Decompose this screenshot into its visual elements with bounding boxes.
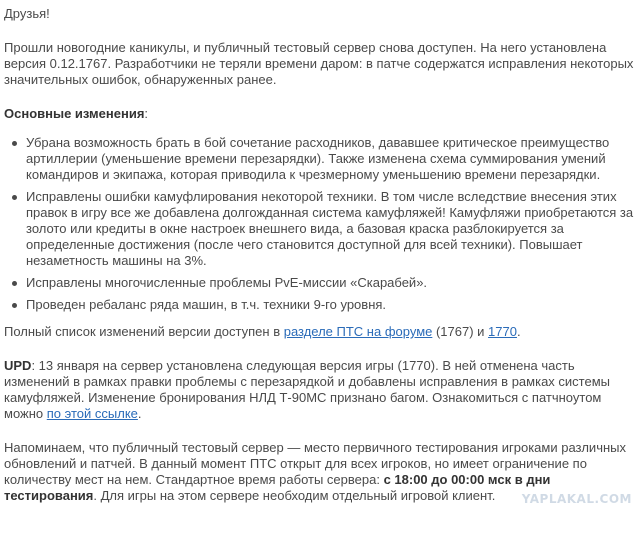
reminder-text: Напоминаем, что публичный тестовый сервер — место первичного тестирования игроками различных обновлений и патчей. В данный момент ПТС открыт для всех игроков, но имеет ограничение по количеству мест на нем. Стандартное время работы сервера: (4, 440, 626, 487)
reminder-bold-time: с 18:00 до 00:00 мск в дни тестирования (4, 472, 551, 503)
news-article (4, 4, 636, 504)
list-item: Убрана возможность брать в бой сочетание расходников, дававшее критическое преимущество артиллерии (уменьшение времени перезарядки). Также изменена схема суммирования умений командиров и экипажа, которая приводила к чрезмерному уменьшению времени перезарядки. (4, 135, 636, 183)
patchnote-link[interactable]: по этой ссылке (46, 406, 138, 421)
full-list-prefix: Полный список изменений версии доступен в (4, 324, 284, 339)
update-paragraph (4, 358, 636, 422)
version-1770-link[interactable]: 1770 (488, 324, 517, 339)
update-suffix: . (137, 406, 142, 421)
update-text: : 13 января на сервер установлена следующая версия игры (1770). В ней отменена часть изменений в рамках правки проблемы с перезарядкой и добавлены исправления в рамках системы камуфляжей. Изменение бронирования НЛД Т-90МС признано багом. Ознакомиться с патчноутом можно (4, 358, 610, 421)
changes-list (4, 135, 636, 313)
watermark: YAPLAKAL.COM (521, 492, 632, 506)
heading-colon: : (144, 106, 149, 121)
full-list-middle: (1767) и (432, 324, 489, 339)
full-list-paragraph (4, 324, 636, 340)
list-item: Проведен ребаланс ряда машин, в т.ч. техники 9-го уровня. (4, 297, 636, 313)
greeting: Друзья! (4, 6, 50, 21)
main-changes-heading (4, 106, 636, 122)
intro-paragraph: Прошли новогодние каникулы, и публичный тестовый сервер снова доступен. На него установлена версия 0.12.1767. Разработчики не теряли времени даром: в патче содержатся исправления некоторых значительных ошибок, обнаруженных ранее. (4, 40, 634, 87)
forum-section-link[interactable]: разделе ПТС на форуме (283, 324, 433, 339)
reminder-suffix: . Для игры на этом сервере необходим отдельный игровой клиент. (93, 488, 496, 503)
list-item: Исправлены ошибки камуфлирования некоторой техники. В том числе вследствие внесения этих правок в игру все же добавлена долгожданная система камуфляжей! Камуфляжи приобретаются за золото или кредиты в окне настроек внешнего вида, а базовая краска разблокируется за определенные достижения (после чего становится доступной для всей техники). Повышает незаметность машины на 3%. (4, 189, 636, 269)
update-label: UPD (4, 358, 32, 373)
main-changes-heading-text: Основные изменения (4, 106, 145, 121)
full-list-suffix: . (516, 324, 521, 339)
list-item: Исправлены многочисленные проблемы PvE-миссии «Скарабей». (4, 275, 636, 291)
